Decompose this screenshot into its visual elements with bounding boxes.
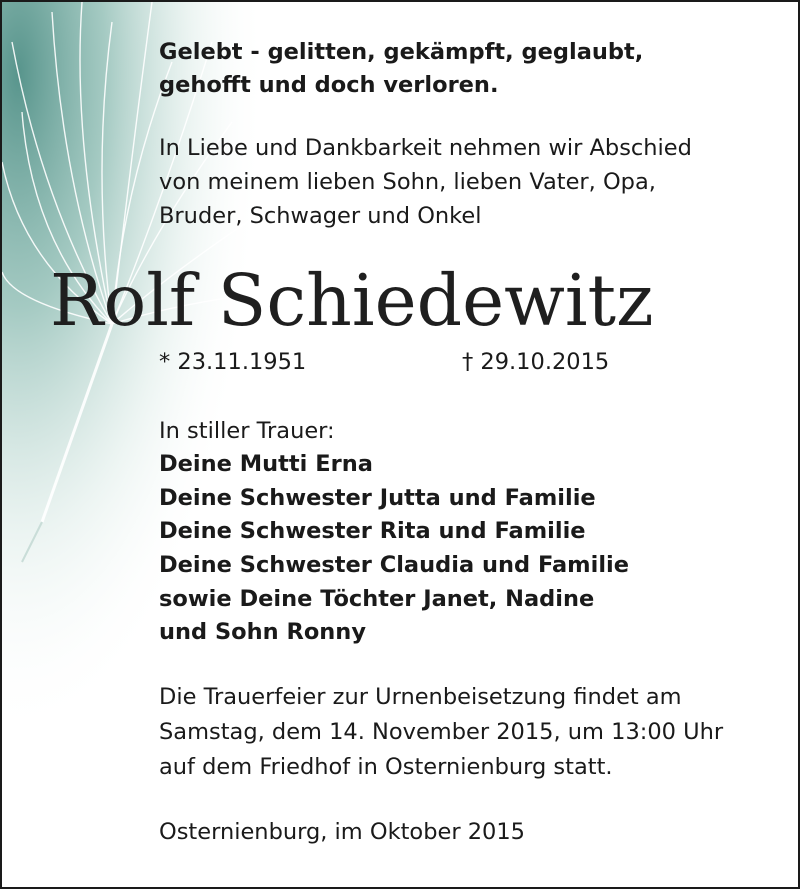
mourner-6: und Sohn Ronny [159,619,366,645]
mourner-2: Deine Schwester Jutta und Familie [159,485,596,511]
mourner-3: Deine Schwester Rita und Familie [159,518,586,544]
deceased-name: Rolf Schiedewitz [50,259,654,342]
mourning-intro: In stiller Trauer: [159,418,335,444]
motto-line-1: Gelebt - gelitten, gekämpft, geglaubt, [159,39,644,65]
mourner-4: Deine Schwester Claudia und Familie [159,552,630,578]
ceremony-line-3: auf dem Friedhof in Osternienburg statt. [159,754,613,780]
birth-date: * 23.11.1951 [159,349,307,375]
mourner-1: Deine Mutti Erna [159,451,373,477]
ceremony-line-2: Samstag, dem 14. November 2015, um 13:00 Uhr [159,719,724,745]
mourner-5: sowie Deine Töchter Janet, Nadine [159,586,595,612]
death-date: † 29.10.2015 [462,349,610,375]
notice-content [2,2,800,889]
place-and-date: Osternienburg, im Oktober 2015 [159,819,525,845]
ceremony-line-1: Die Trauerfeier zur Urnenbeisetzung findet am [159,684,682,710]
farewell-line-3: Bruder, Schwager und Onkel [159,203,482,229]
farewell-line-1: In Liebe und Dankbarkeit nehmen wir Abschied [159,135,692,161]
farewell-line-2: von meinem lieben Sohn, lieben Vater, Opa, [159,169,656,195]
motto-line-2: gehofft und doch verloren. [159,72,499,98]
